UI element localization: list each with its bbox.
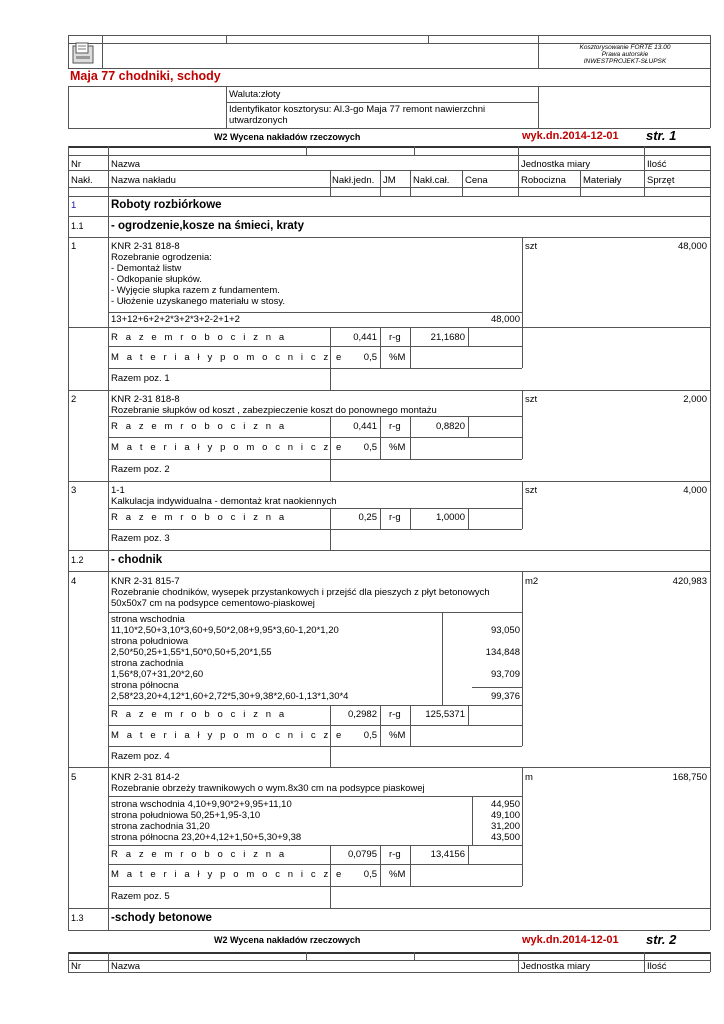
position-qty: 168,750 <box>672 772 707 783</box>
position-desc-line: - Wyjęcie słupka razem z fundamentem. <box>111 285 280 296</box>
calc-value: 43,500 <box>490 832 520 843</box>
col-nakl: Nakł. <box>71 175 93 186</box>
position-desc-line: Rozebranie chodników, wysepek przystankowych i przejść dla pieszych z płyt betonowych <box>111 587 490 598</box>
calc-expression: strona zachodnia 31,20 <box>111 821 210 832</box>
position-total: Razem poz. 1 <box>111 373 170 384</box>
materials-label: M a t e r i a ł y p o m o c n i c z e <box>111 730 344 741</box>
subsection-title: -schody betonowe <box>111 912 212 924</box>
calc-label: strona zachodnia <box>111 658 184 669</box>
subsection-nr: 1.1 <box>71 221 84 231</box>
position-qty: 420,983 <box>672 576 707 587</box>
page-number: str. 1 <box>646 128 677 143</box>
labor-unit-rate: 0,0795 <box>347 849 377 860</box>
page-number: str. 2 <box>646 932 677 947</box>
document-logo-icon <box>72 42 96 64</box>
col-nr: Nr <box>71 159 82 170</box>
labor-label: R a z e m r o b o c i z n a <box>111 332 287 343</box>
labor-label: R a z e m r o b o c i z n a <box>111 512 287 523</box>
labor-total: 0,8820 <box>435 421 465 432</box>
subsection-nr: 1.2 <box>71 555 84 565</box>
position-desc-line: Rozebranie ogrodzenia: <box>111 252 212 263</box>
col-ilosc: Ilość <box>647 961 667 972</box>
calc-value: 31,200 <box>490 821 520 832</box>
software-line-2: Prawa autorskie <box>601 51 649 58</box>
calc-expression: 2,50*50,25+1,55*1,50*0,50+5,20*1,55 <box>111 647 272 658</box>
col-ilosc: Ilość <box>647 159 667 170</box>
calc-value: 48,000 <box>490 314 520 325</box>
calc-expression: strona wschodnia 4,10+9,90*2+9,95+11,10 <box>111 799 292 810</box>
labor-jm: r-g <box>389 709 401 720</box>
identifier-line-2: utwardzonych <box>229 115 288 126</box>
date-label: wyk.dn.2014-12-01 <box>522 934 619 946</box>
calc-label: strona wschodnia <box>111 614 185 625</box>
position-total: Razem poz. 5 <box>111 891 170 902</box>
subsection-title: - chodnik <box>111 554 163 566</box>
labor-jm: r-g <box>389 512 401 523</box>
col-cena: Cena <box>465 175 488 186</box>
doc-title: Maja 77 chodniki, schody <box>70 69 221 83</box>
report-title: W2 Wycena nakładów rzeczowych <box>214 935 361 945</box>
labor-label: R a z e m r o b o c i z n a <box>111 709 287 720</box>
calc-expression: 2,58*23,20+4,12*1,60+2,72*5,30+9,38*2,60-1,13*1,30*4 <box>111 691 349 702</box>
position-code: KNR 2-31 818-8 <box>111 241 180 252</box>
subsection-nr: 1.3 <box>71 913 84 923</box>
calc-expression: strona północna 23,20+4,12+1,50+5,30+9,38 <box>111 832 302 843</box>
materials-label: M a t e r i a ł y p o m o c n i c z e <box>111 869 344 880</box>
position-nr: 1 <box>71 241 77 252</box>
materials-rate: 0,5 <box>363 869 377 880</box>
labor-total: 1,0000 <box>435 512 465 523</box>
materials-jm: %M <box>389 352 406 363</box>
position-nr: 3 <box>71 485 77 496</box>
position-desc-line: 50x50x7 cm na podsypce cementowo-piaskowej <box>111 598 315 609</box>
software-info <box>540 44 710 65</box>
position-unit: szt <box>525 241 538 252</box>
materials-rate: 0,5 <box>363 730 377 741</box>
software-line-3: INWESTPROJEKT-SŁUPSK <box>583 58 667 65</box>
date-label: wyk.dn.2014-12-01 <box>522 130 619 142</box>
position-desc-line: - Odkopanie słupków. <box>111 274 202 285</box>
materials-rate: 0,5 <box>363 352 377 363</box>
col-robocizna: Robocizna <box>521 175 566 186</box>
labor-jm: r-g <box>389 849 401 860</box>
col-nr: Nr <box>71 961 82 972</box>
col-nazwa-nakladu: Nazwa nakładu <box>111 175 176 186</box>
labor-unit-rate: 0,441 <box>353 421 377 432</box>
position-desc-line: - Demontaż listw <box>111 263 182 274</box>
materials-rate: 0,5 <box>363 442 377 453</box>
position-nr: 2 <box>71 394 77 405</box>
position-unit: m <box>525 772 533 783</box>
labor-jm: r-g <box>389 421 401 432</box>
position-desc: Rozebranie słupków od koszt , zabezpieczenie koszt do ponownego montażu <box>111 405 437 416</box>
labor-total: 21,1680 <box>430 332 465 343</box>
col-materialy: Materiały <box>583 175 622 186</box>
report-title: W2 Wycena nakładów rzeczowych <box>214 132 361 142</box>
labor-jm: r-g <box>389 332 401 343</box>
position-desc: Kalkulacja indywidualna - demontaż krat naokiennych <box>111 496 337 507</box>
materials-jm: %M <box>389 869 406 880</box>
software-line-1: Kosztorysowanie FORTE 13.00 <box>579 44 671 51</box>
col-nakl-jedn: Nakł.jedn. <box>332 175 375 186</box>
calc-value: 93,709 <box>490 669 520 680</box>
position-code: KNR 2-31 815-7 <box>111 576 180 587</box>
position-qty: 48,000 <box>677 241 707 252</box>
col-jm: Jednostka miary <box>521 961 591 972</box>
currency: Waluta:złoty <box>229 89 281 100</box>
col-nazwa: Nazwa <box>111 961 141 972</box>
section-title: Roboty rozbiórkowe <box>111 199 222 211</box>
position-nr: 5 <box>71 772 77 783</box>
labor-label: R a z e m r o b o c i z n a <box>111 849 287 860</box>
labor-unit-rate: 0,441 <box>353 332 377 343</box>
calc-label: strona południowa <box>111 636 189 647</box>
calc-value: 93,050 <box>490 625 520 636</box>
calc-label: strona północna <box>111 680 179 691</box>
calc-value: 99,376 <box>490 691 520 702</box>
calc-value: 134,848 <box>485 647 520 658</box>
labor-unit-rate: 0,2982 <box>347 709 377 720</box>
section-nr: 1 <box>71 200 77 211</box>
position-qty: 4,000 <box>683 485 707 496</box>
position-code: KNR 2-31 814-2 <box>111 772 180 783</box>
col-nazwa: Nazwa <box>111 159 141 170</box>
position-total: Razem poz. 2 <box>111 464 170 475</box>
position-unit: m2 <box>525 576 539 587</box>
position-desc-line: - Ułożenie uzyskanego materiału w stosy. <box>111 296 286 307</box>
position-code: 1-1 <box>111 485 125 496</box>
labor-total: 13,4156 <box>430 849 465 860</box>
calc-value: 49,100 <box>490 810 520 821</box>
materials-jm: %M <box>389 730 406 741</box>
materials-jm: %M <box>389 442 406 453</box>
position-desc: Rozebranie obrzeży trawnikowych o wym.8x30 cm na podsypce piaskowej <box>111 783 425 794</box>
calc-value: 44,950 <box>490 799 520 810</box>
position-code: KNR 2-31 818-8 <box>111 394 180 405</box>
identifier-line-1: Identyfikator kosztorysu: Al.3-go Maja 77 remont nawierzchni <box>229 104 486 115</box>
position-unit: szt <box>525 394 538 405</box>
position-nr: 4 <box>71 576 77 587</box>
calc-expression: 13+12+6+2+2*3+2*3+2-2+1+2 <box>111 314 240 325</box>
position-total: Razem poz. 3 <box>111 533 170 544</box>
col-sprzet: Sprzęt <box>647 175 675 186</box>
calc-expression: strona południowa 50,25+1,95-3,10 <box>111 810 261 821</box>
position-qty: 2,000 <box>683 394 707 405</box>
col-jm: Jednostka miary <box>521 159 591 170</box>
position-total: Razem poz. 4 <box>111 751 170 762</box>
calc-expression: 11,10*2,50+3,10*3,60+9,50*2,08+9,95*3,60-1,20*1,20 <box>111 625 339 636</box>
col-jm-short: JM <box>383 175 396 186</box>
position-unit: szt <box>525 485 538 496</box>
labor-unit-rate: 0,25 <box>358 512 377 523</box>
materials-label: M a t e r i a ł y p o m o c n i c z e <box>111 352 344 363</box>
labor-label: R a z e m r o b o c i z n a <box>111 421 287 432</box>
col-nakl-cal: Nakł.cał. <box>413 175 450 186</box>
subsection-title: - ogrodzenie,kosze na śmieci, kraty <box>111 220 305 232</box>
labor-total: 125,5371 <box>425 709 465 720</box>
materials-label: M a t e r i a ł y p o m o c n i c z e <box>111 442 344 453</box>
calc-expression: 1,56*8,07+31,20*2,60 <box>111 669 204 680</box>
